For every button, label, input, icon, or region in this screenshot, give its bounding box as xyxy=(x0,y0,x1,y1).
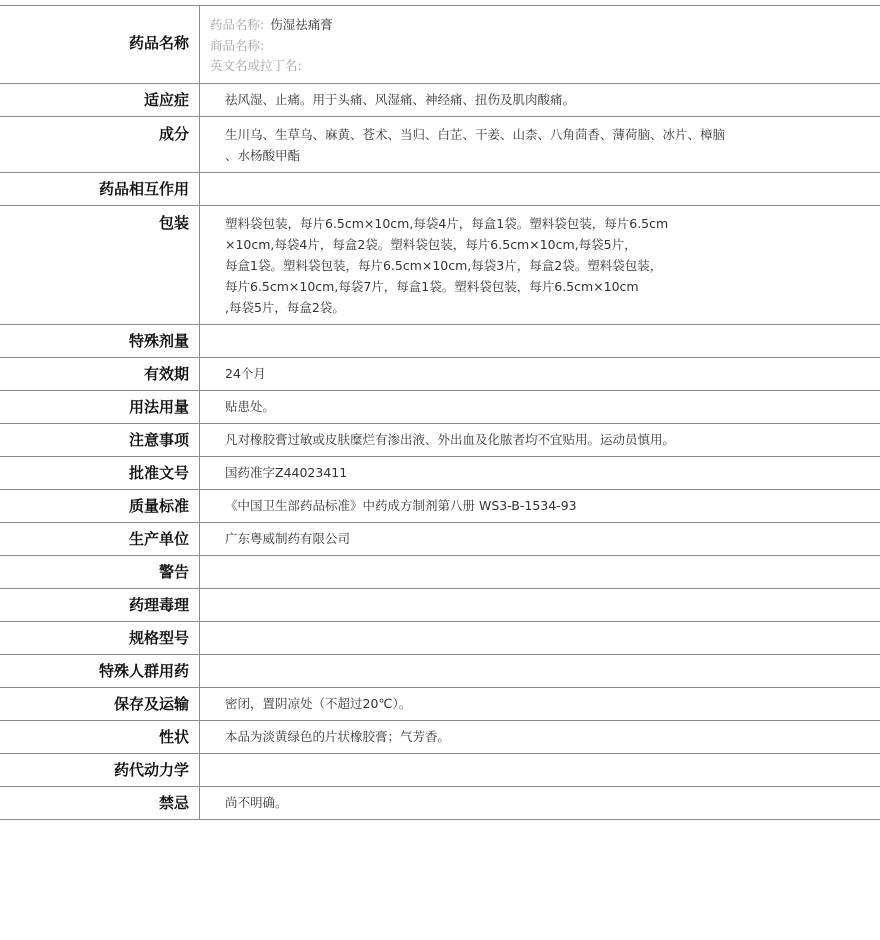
row-warning xyxy=(0,556,880,589)
row-interactions xyxy=(0,173,880,206)
row-usage xyxy=(0,391,880,424)
indications-value-line: 祛风湿、止痛。用于头痛、风湿痛、神经痛、扭伤及肌肉酸痛。 xyxy=(225,92,576,107)
shelf-life-value-line: 24个月 xyxy=(225,366,266,381)
info-rows xyxy=(0,84,880,820)
special-dosage-label: 特殊剂量 xyxy=(0,325,200,357)
ingredients-value xyxy=(200,117,880,172)
trade-name-key: 商品名称: xyxy=(210,37,265,53)
shelf-life-label: 有效期 xyxy=(0,358,200,390)
trade-name-line xyxy=(210,36,870,57)
row-manufacturer xyxy=(0,523,880,556)
usage-value xyxy=(200,391,880,423)
row-contraindications xyxy=(0,787,880,820)
indications-label: 适应症 xyxy=(0,84,200,116)
row-precautions xyxy=(0,424,880,457)
approval-number-value-line: 国药准字Z44023411 xyxy=(225,465,348,480)
usage-label: 用法用量 xyxy=(0,391,200,423)
appearance-label: 性状 xyxy=(0,721,200,753)
generic-name-line xyxy=(210,15,870,36)
approval-number-value xyxy=(200,457,880,489)
contraindications-value-line: 尚不明确。 xyxy=(225,795,288,810)
pharmacokinetics-label: 药代动力学 xyxy=(0,754,200,786)
specification-value xyxy=(200,622,880,654)
special-populations-value xyxy=(200,655,880,687)
appearance-value xyxy=(200,721,880,753)
storage-value xyxy=(200,688,880,720)
toxicology-value xyxy=(200,589,880,621)
row-pharmacokinetics xyxy=(0,754,880,787)
english-name-key: 英文名或拉丁名: xyxy=(210,58,302,73)
interactions-value xyxy=(200,173,880,205)
manufacturer-value-line: 广东粤威制药有限公司 xyxy=(225,531,351,546)
row-special-dosage xyxy=(0,325,880,358)
warning-value xyxy=(200,556,880,588)
usage-value-line: 贴患处。 xyxy=(225,399,276,414)
generic-name-key: 药品名称: xyxy=(210,17,265,32)
packaging-label: 包装 xyxy=(0,206,200,324)
storage-value-line: 密闭，置阴凉处（不超过20℃）。 xyxy=(225,696,412,711)
row-shelf-life xyxy=(0,358,880,391)
quality-standard-label: 质量标准 xyxy=(0,490,200,522)
interactions-label: 药品相互作用 xyxy=(0,173,200,205)
row-appearance xyxy=(0,721,880,754)
appearance-value-line: 本品为淡黄绿色的片状橡胶膏；气芳香。 xyxy=(225,729,451,744)
row-packaging xyxy=(0,206,880,325)
row-storage xyxy=(0,688,880,721)
precautions-value-line: 凡对橡胶膏过敏或皮肤糜烂有渗出液、外出血及化脓者均不宜贴用。运动员慎用。 xyxy=(225,432,676,447)
special-populations-label: 特殊人群用药 xyxy=(0,655,200,687)
row-approval-number xyxy=(0,457,880,490)
row-toxicology xyxy=(0,589,880,622)
contraindications-label: 禁忌 xyxy=(0,787,200,819)
contraindications-value xyxy=(200,787,880,819)
ingredients-value-line: 、水杨酸甲酯 xyxy=(225,148,301,163)
shelf-life-value xyxy=(200,358,880,390)
manufacturer-value xyxy=(200,523,880,555)
english-name-line xyxy=(210,56,870,77)
approval-number-label: 批准文号 xyxy=(0,457,200,489)
packaging-value-line: 每片6.5cm×10cm,每袋7片，每盒1袋。塑料袋包装，每片6.5cm×10cm xyxy=(225,279,639,294)
row-indications xyxy=(0,84,880,117)
packaging-value-line: ×10cm,每袋4片，每盒2袋。塑料袋包装，每片6.5cm×10cm,每袋5片， xyxy=(225,237,637,252)
precautions-label: 注意事项 xyxy=(0,424,200,456)
specification-label: 规格型号 xyxy=(0,622,200,654)
quality-standard-value-line: 《中国卫生部药品标准》中药成方制剂第八册 WS3-B-1534-93 xyxy=(225,498,577,513)
row-special-populations xyxy=(0,655,880,688)
toxicology-label: 药理毒理 xyxy=(0,589,200,621)
drug-info-table xyxy=(0,5,880,820)
drug-name-values xyxy=(200,6,880,83)
ingredients-label: 成分 xyxy=(0,117,200,172)
storage-label: 保存及运输 xyxy=(0,688,200,720)
pharmacokinetics-value xyxy=(200,754,880,786)
generic-name-value: 伤湿祛痛膏 xyxy=(270,17,333,32)
row-ingredients xyxy=(0,117,880,173)
packaging-value-line: 每盒1袋。塑料袋包装，每片6.5cm×10cm,每袋3片，每盒2袋。塑料袋包装， xyxy=(225,258,663,273)
special-dosage-value xyxy=(200,325,880,357)
drug-name-row xyxy=(0,6,880,84)
packaging-value-line: ,每袋5片，每盒2袋。 xyxy=(225,300,345,315)
warning-label: 警告 xyxy=(0,556,200,588)
precautions-value xyxy=(200,424,880,456)
packaging-value-line: 塑料袋包装，每片6.5cm×10cm,每袋4片，每盒1袋。塑料袋包装，每片6.5cm xyxy=(225,216,669,231)
ingredients-value-line: 生川乌、生草乌、麻黄、苍术、当归、白芷、干姜、山柰、八角茴香、薄荷脑、冰片、樟脑 xyxy=(225,127,726,142)
row-specification xyxy=(0,622,880,655)
row-quality-standard xyxy=(0,490,880,523)
drug-name-label: 药品名称 xyxy=(0,6,200,83)
quality-standard-value xyxy=(200,490,880,522)
indications-value xyxy=(200,84,880,116)
packaging-value xyxy=(200,206,880,324)
manufacturer-label: 生产单位 xyxy=(0,523,200,555)
